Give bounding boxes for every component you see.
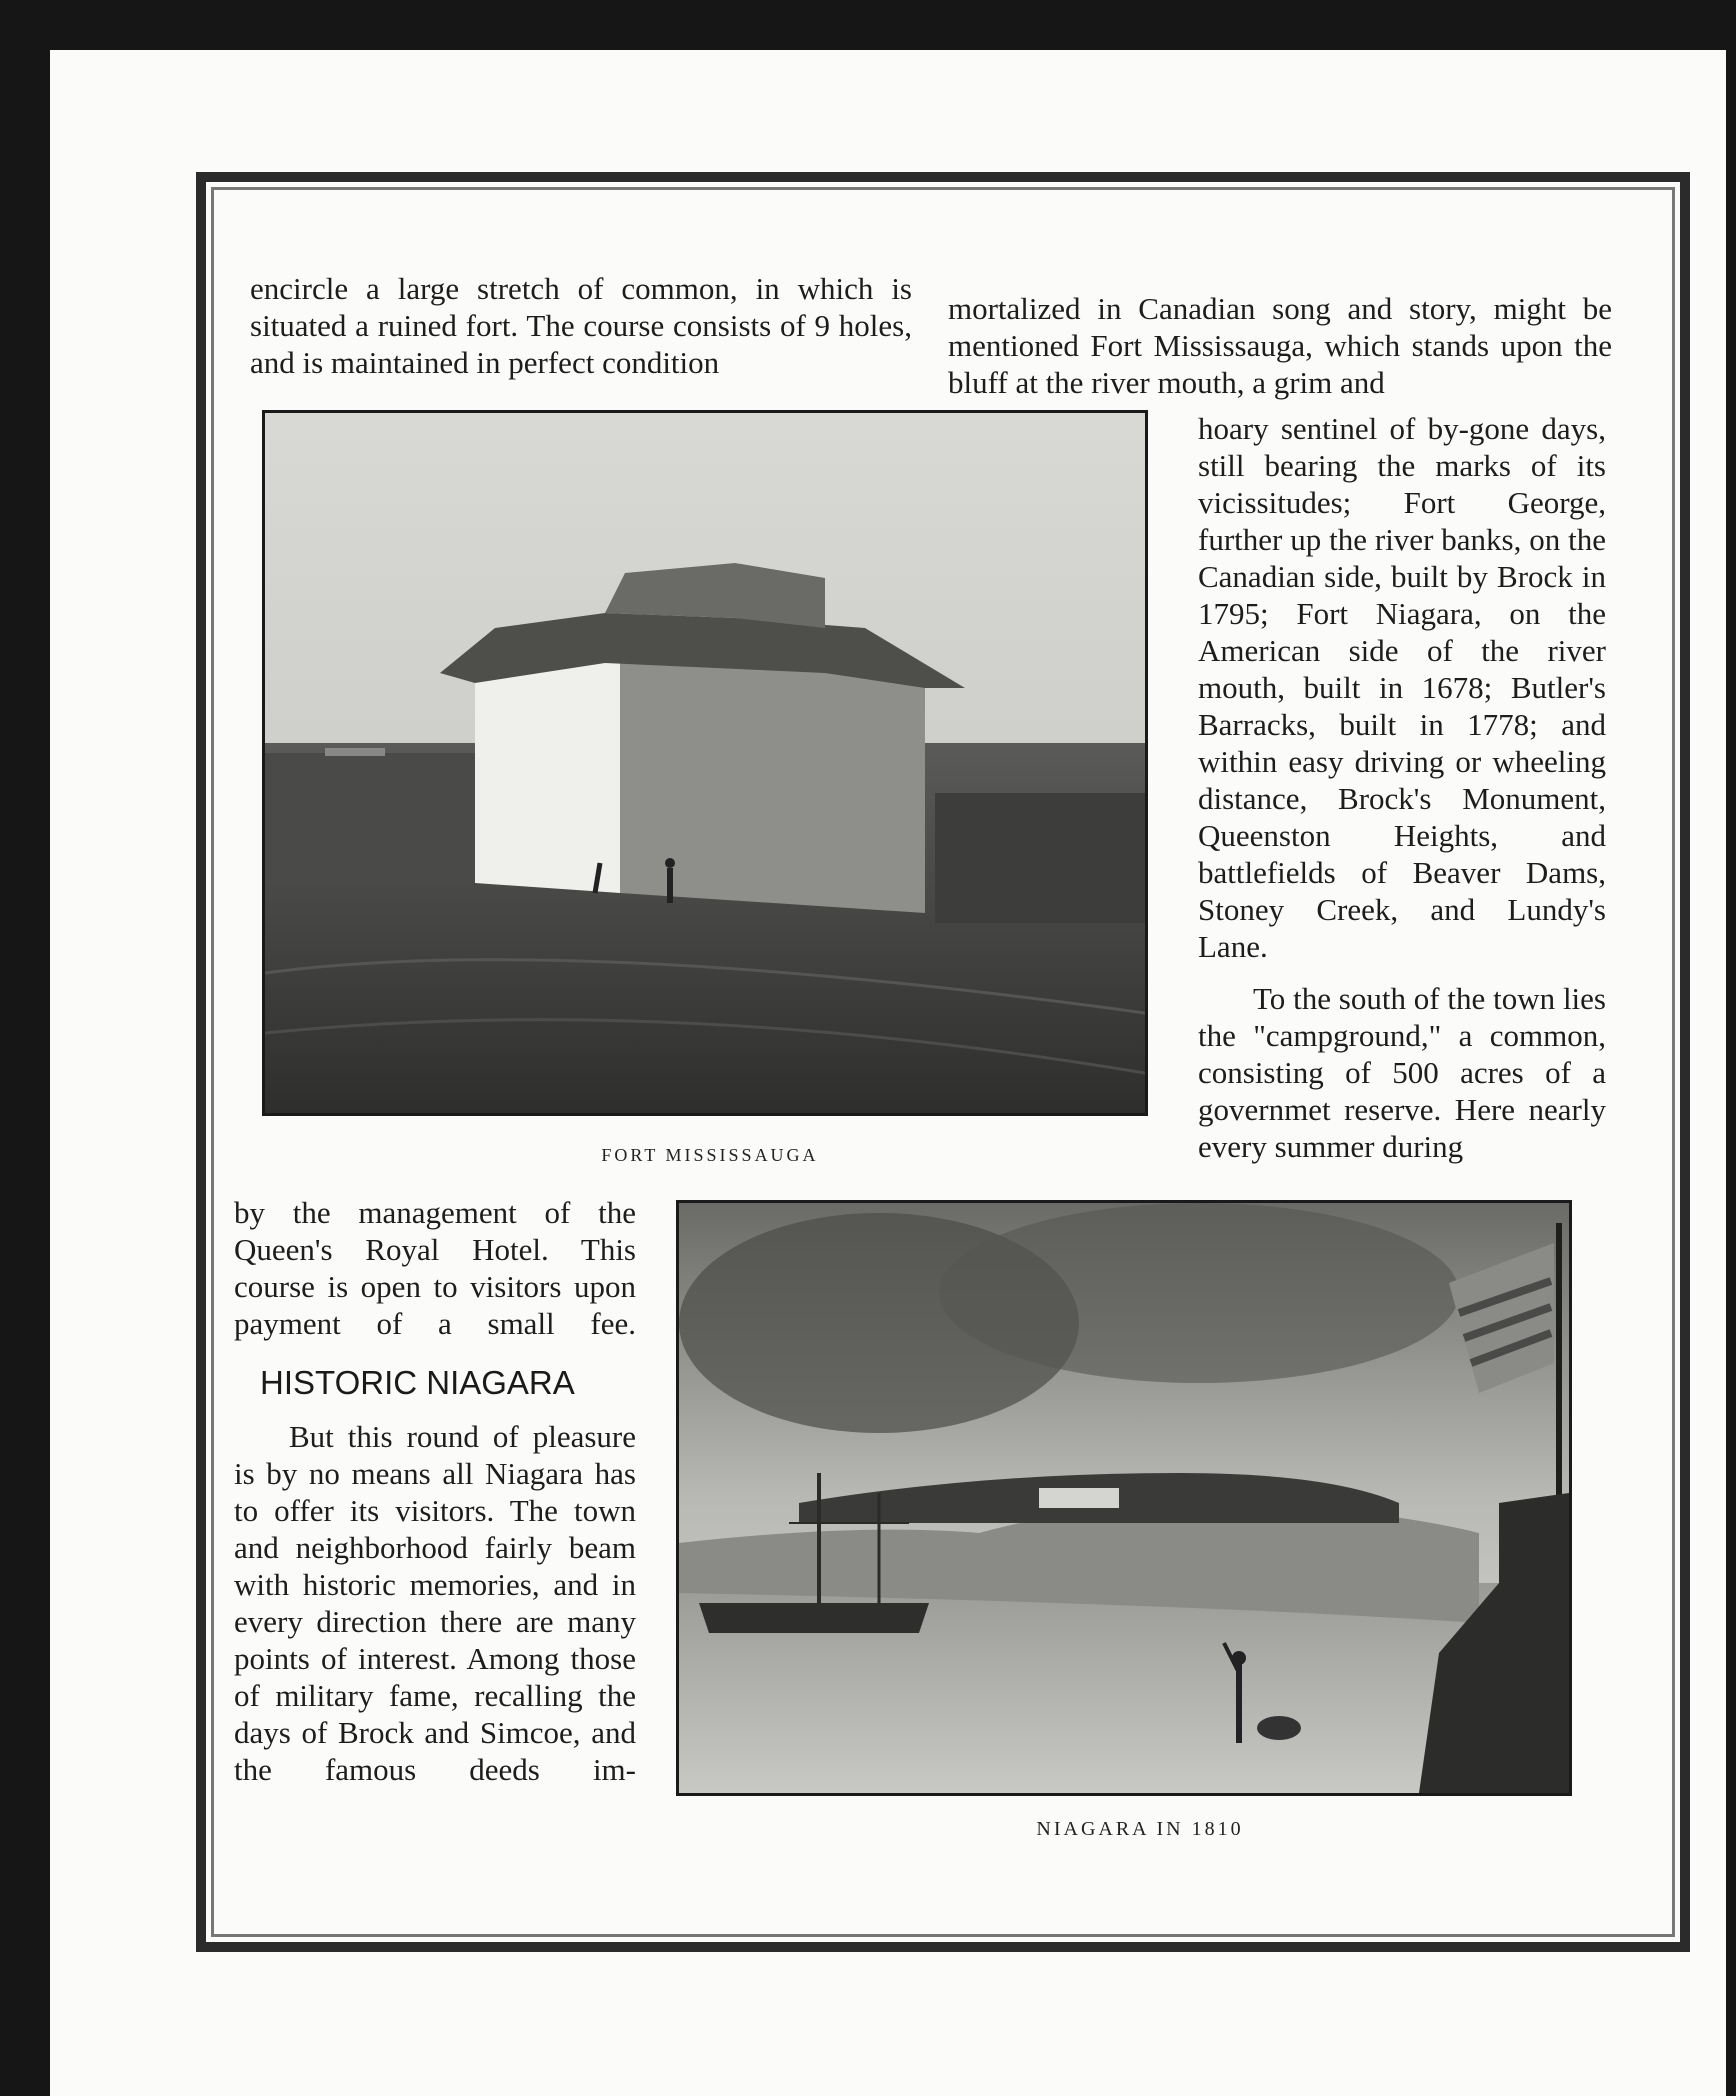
top-left-text: encircle a large stretch of common, in which is situated a ruined fort. The course consists of 9 holes, and is maintained in perfect condition [250,271,912,380]
fort-mississauga-caption: FORT MISSISSAUGA [601,1145,819,1165]
left-column-para2: But this round of pleasure is by no means all Niagara has to offer its visitors. The town and neighborhood fairly beam with historic memories, and in every direction there are many points of interest. Among those of military fame, recalling the days of Brock and Simcoe, and the famous deeds im- [234,1419,636,1787]
niagara-1810-caption: NIAGARA IN 1810 [1036,1818,1244,1840]
top-right-text: mortalized in Canadian song and story, might be mentioned Fort Mississauga, which stands upon the bluff at the river mouth, a grim and [948,291,1612,400]
left-column-text: by the management of the Queen's Royal Hotel. This course is open to visitors upon payment of a small fee. [234,1195,636,1341]
niagara-1810-painting [676,1200,1572,1796]
fort-mississauga-photo [262,410,1148,1116]
right-column-text: hoary sentinel of by-gone days, still bearing the marks of its vicissitudes; Fort George, further up the river banks, on the Canadian side, built by Brock in 1795; Fort Niagara, on the American side of the river mouth, built in 1678; Butler's Barracks, built in 1778; and within easy driving or wheeling distance, Brock's Monument, Queenston Heights, and battlefields of Beaver Dams, Stoney Creek, and Lundy's Lane. [1198,411,1606,964]
section-heading: HISTORIC NIAGARA [260,1364,575,1401]
right-column-para2: To the south of the town lies the "campground," a common, consisting of 500 acres of a governmet reserve. Here nearly every summer during [1198,981,1606,1164]
